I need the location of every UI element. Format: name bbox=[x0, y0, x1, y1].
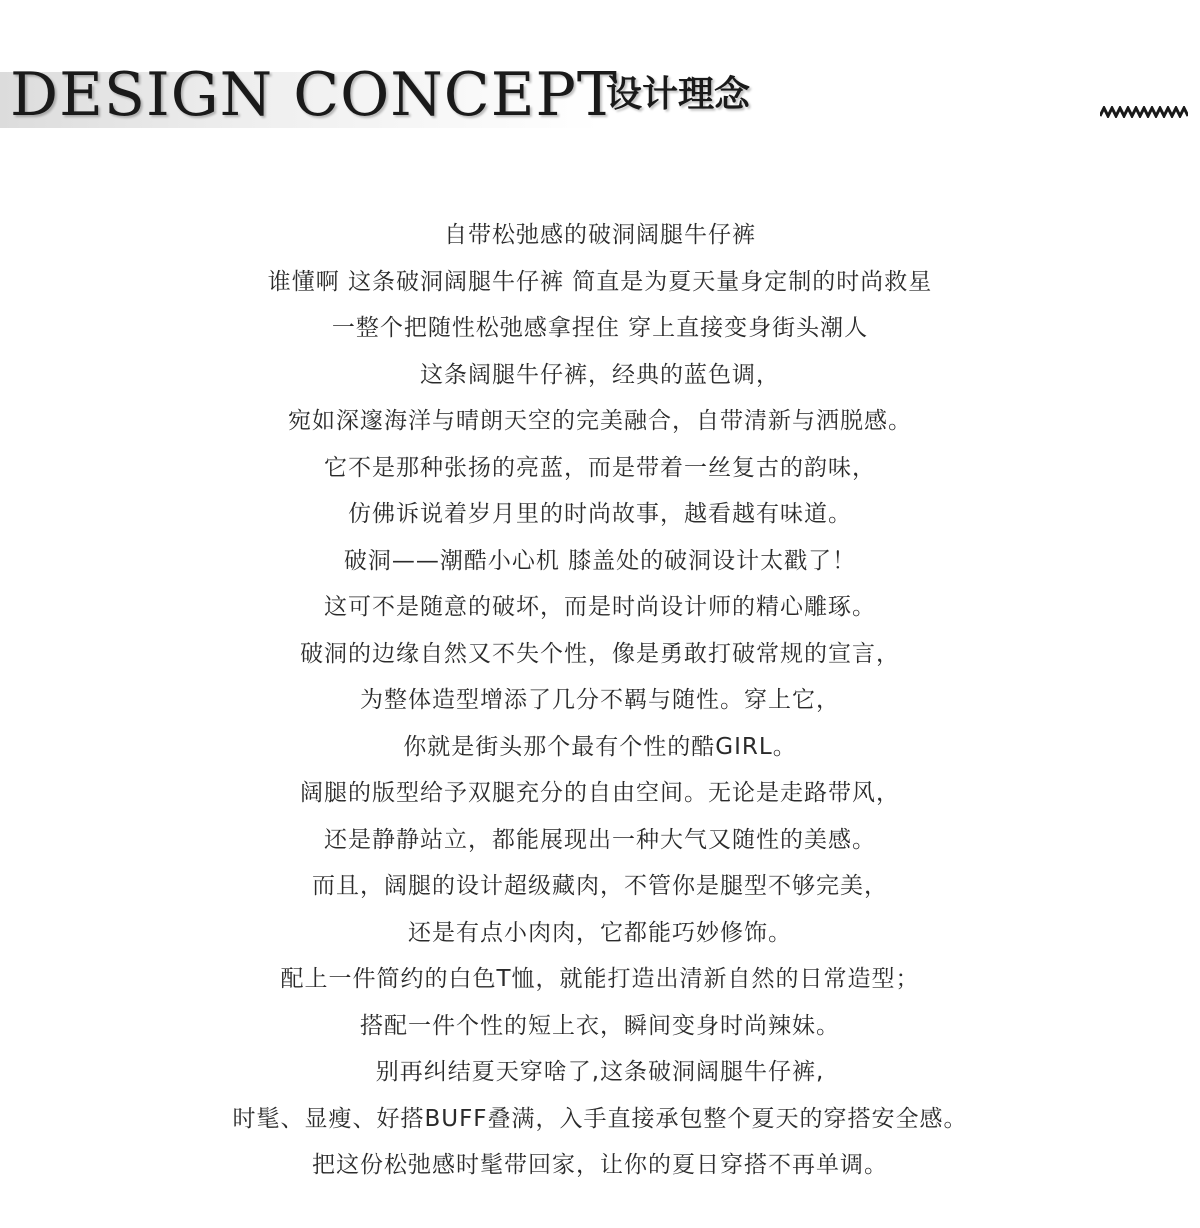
title-chinese: 设计理念 bbox=[606, 74, 751, 115]
zigzag-ornament-icon bbox=[1100, 106, 1188, 118]
text-line: 为整体造型增添了几分不羁与随性。穿上它， bbox=[360, 687, 840, 713]
text-line: 它不是那种张扬的亮蓝，而是带着一丝复古的韵味， bbox=[324, 454, 876, 481]
text-line: 破洞的边缘自然又不失个性，像是勇敢打破常规的宣言， bbox=[300, 640, 900, 667]
text-line: 一整个把随性松弛感拿捏住 穿上直接变身街头潮人 bbox=[331, 315, 869, 341]
text-line: 搭配一件个性的短上衣，瞬间变身时尚辣妹。 bbox=[360, 1012, 840, 1039]
text-line: 破洞——潮酷小心机 膝盖处的破洞设计太戳了！ bbox=[343, 547, 857, 574]
text-line: 时髦、显瘦、好搭BUFF叠满，入手直接承包整个夏天的穿搭安全感。 bbox=[232, 1105, 968, 1132]
text-line: 这可不是随意的破坏，而是时尚设计师的精心雕琢。 bbox=[324, 594, 876, 620]
text-line: 阔腿的版型给予双腿充分的自由空间。无论是走路带风， bbox=[300, 780, 900, 806]
text-line: 你就是街头那个最有个性的酷GIRL。 bbox=[403, 733, 797, 760]
text-line: 谁懂啊 这条破洞阔腿牛仔裤 简直是为夏天量身定制的时尚救星 bbox=[267, 268, 933, 295]
text-line: 这条阔腿牛仔裤，经典的蓝色调， bbox=[420, 361, 780, 388]
text-line: 而且，阔腿的设计超级藏肉，不管你是腿型不够完美， bbox=[312, 873, 888, 899]
text-line: 自带松弛感的破洞阔腿牛仔裤 bbox=[444, 222, 756, 248]
text-line: 配上一件简约的白色T恤，就能打造出清新自然的日常造型； bbox=[280, 966, 920, 992]
text-line: 把这份松弛感时髦带回家，让你的夏日穿搭不再单调。 bbox=[312, 1152, 888, 1178]
text-line: 宛如深邃海洋与晴朗天空的完美融合，自带清新与洒脱感。 bbox=[288, 408, 912, 434]
text-line: 还是静静站立，都能展现出一种大气又随性的美感。 bbox=[324, 826, 876, 853]
description-text-block bbox=[0, 212, 1200, 1189]
text-line: 还是有点小肉肉，它都能巧妙修饰。 bbox=[408, 919, 792, 946]
text-line: 仿佛诉说着岁月里的时尚故事，越看越有味道。 bbox=[348, 501, 852, 527]
title-english: DESIGN CONCEPT bbox=[10, 60, 618, 130]
section-header bbox=[0, 62, 1200, 132]
text-line: 别再纠结夏天穿啥了,这条破洞阔腿牛仔裤, bbox=[375, 1059, 825, 1085]
